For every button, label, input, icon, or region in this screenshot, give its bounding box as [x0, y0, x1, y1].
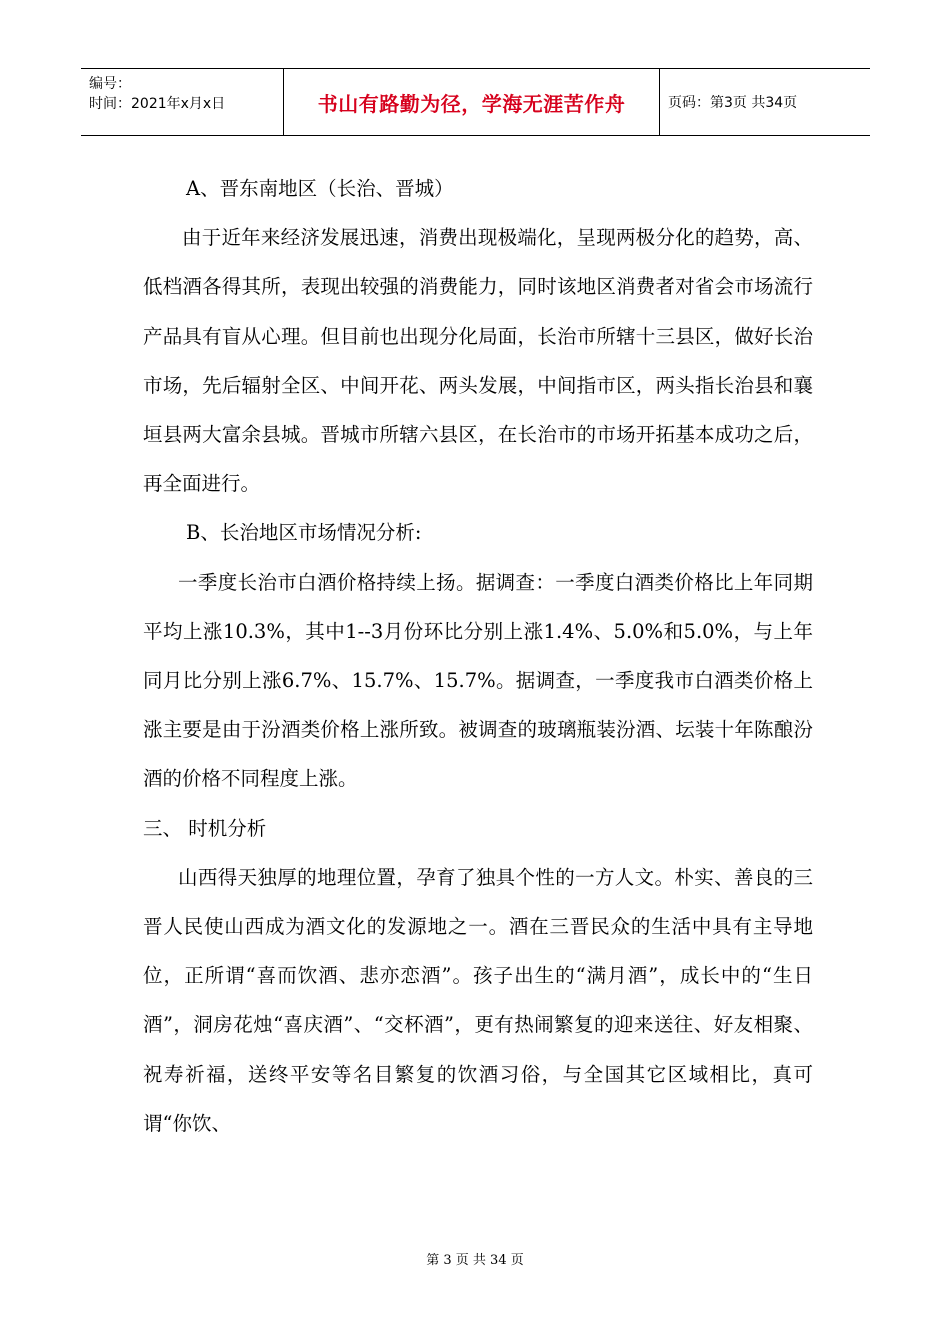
- document-body: [143, 164, 813, 1148]
- paragraph-changzhi-market: 一季度长治市白酒价格持续上扬。据调查：一季度白酒类价格比上年同期平均上涨10.3%，其中1--3月份环比分别上涨1.4%、5.0%和5.0%，与上年同月比分别上涨6.7%、15.7%、15.7%。据调查，一季度我市白酒类价格上涨主要是由于汾酒类价格上涨所致。被调查的玻璃瓶装汾酒、坛装十年陈酿汾酒的价格不同程度上涨。: [143, 570, 813, 791]
- header-page-info-cell: [660, 69, 870, 135]
- document-number-label: 编号：: [89, 76, 131, 92]
- document-time-label: 时间：2021年x月x日: [89, 96, 226, 112]
- header-page-info: 页码：第3页 共34页: [668, 95, 798, 111]
- section-heading-timing: 三、 时机分析: [143, 816, 267, 840]
- document-header: [81, 68, 870, 136]
- section-heading-a: A、晋东南地区（长治、晋城）: [186, 177, 454, 200]
- section-heading-b: B、长治地区市场情况分析:: [186, 521, 422, 545]
- paragraph-timing-analysis: 山西得天独厚的地理位置，孕育了独具个性的一方人文。朴实、善良的三晋人民使山西成为酒文化的发源地之一。酒在三晋民众的生活中具有主导地位，正所谓“喜而饮酒、悲亦恋酒”。孩子出生的“满月酒”，成长中的“生日酒”，洞房花烛“喜庆酒”、“交杯酒”，更有热闹繁复的迎来送往、好友相聚、祝寿祈福，送终平安等名目繁复的饮酒习俗，与全国其它区域相比，真可谓“你饮、: [143, 865, 813, 1135]
- header-meta-cell: [81, 69, 284, 135]
- page-footer: 第 3 页 共 34 页: [426, 1253, 524, 1268]
- paragraph-southeast-region: 由于近年来经济发展迅速，消费出现极端化，呈现两极分化的趋势，高、低档酒各得其所，表现出较强的消费能力，同时该地区消费者对省会市场流行产品具有盲从心理。但目前也出现分化局面，长治市所辖十三县区，做好长治市场，先后辐射全区、中间开花、两头发展，中间指市区，两头指长治县和襄垣县两大富余县城。晋城市所辖六县区，在长治市的市场开拓基本成功之后，再全面进行。: [143, 226, 813, 496]
- header-motto: 书山有路勤为径，学海无涯苦作舟: [284, 69, 660, 135]
